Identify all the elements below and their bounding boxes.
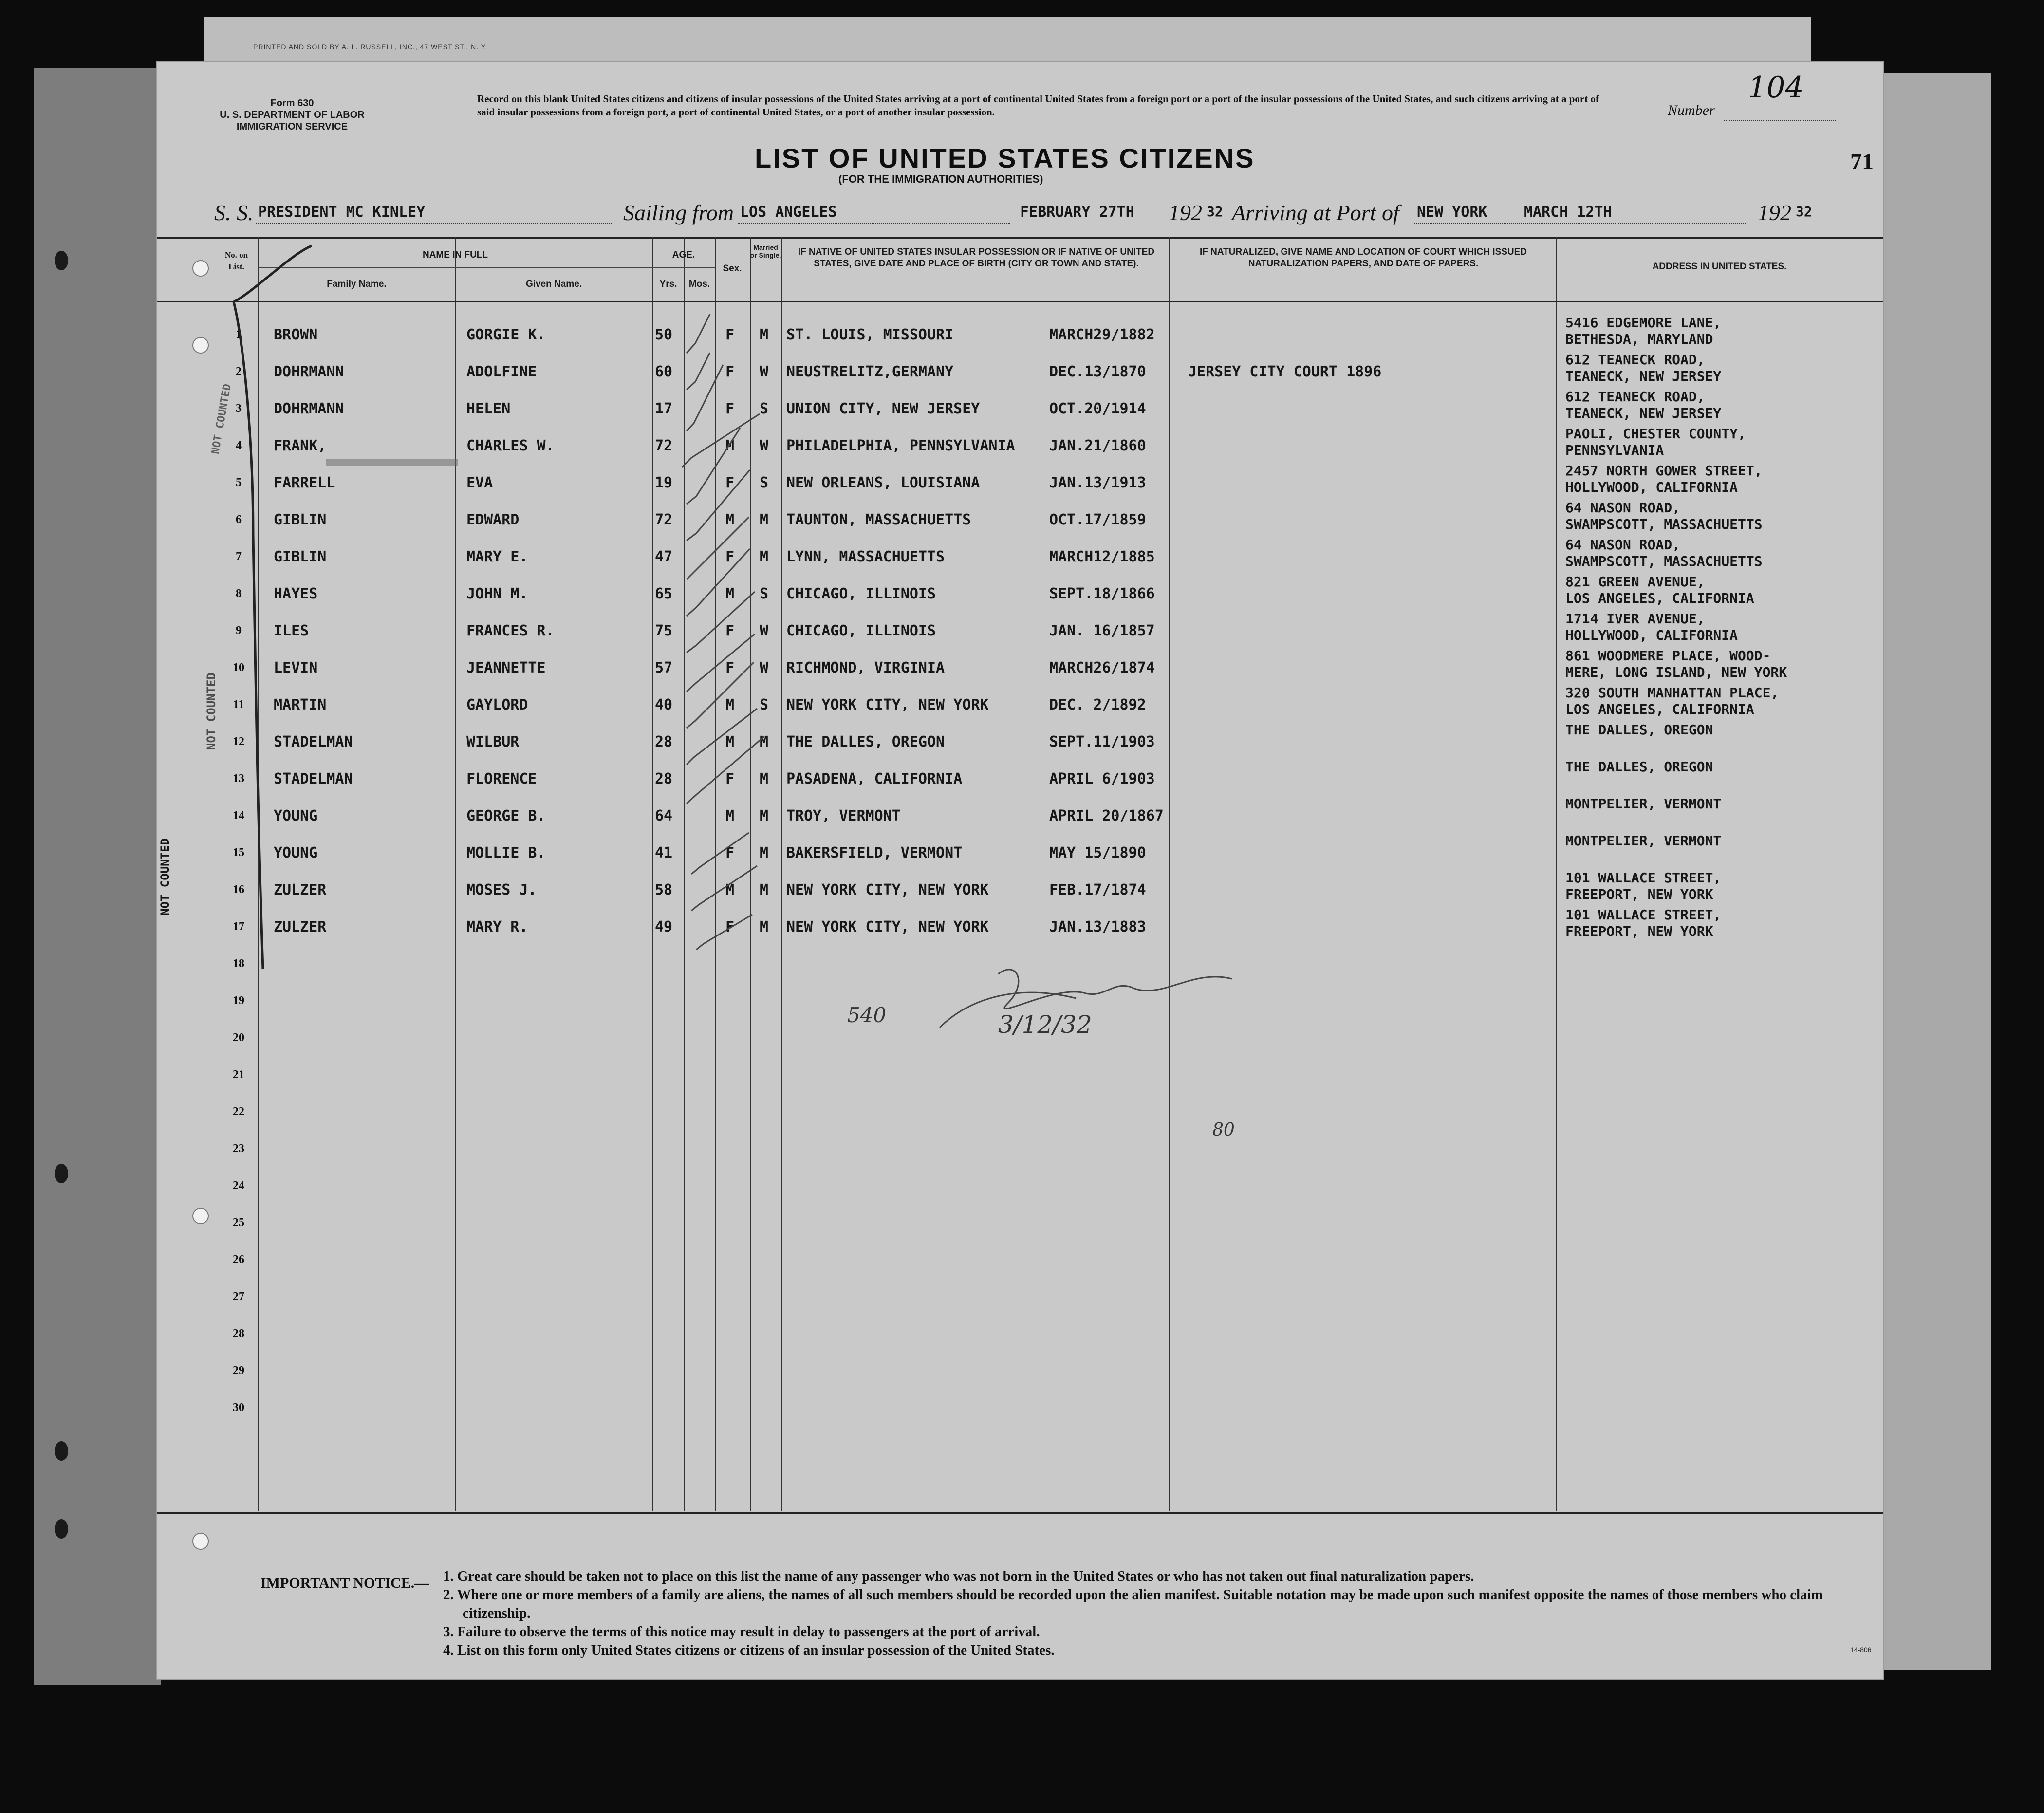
birth-place: NEUSTRELITZ,GERMANY bbox=[786, 363, 954, 380]
row-number: 25 bbox=[233, 1216, 244, 1229]
birth-date: MAY 15/1890 bbox=[1049, 844, 1146, 861]
address-line-2: TEANECK, NEW JERSEY bbox=[1565, 405, 1722, 421]
notice-item: 4. List on this form only United States citizens or citizens of an insular possession of the United States. bbox=[443, 1643, 1055, 1658]
birth-date: OCT.17/1859 bbox=[1049, 511, 1146, 528]
col-header-family: Family Name. bbox=[327, 279, 387, 289]
birth-place: NEW YORK CITY, NEW YORK bbox=[786, 696, 989, 713]
given-name: HELEN bbox=[466, 400, 511, 417]
sex: M bbox=[725, 696, 735, 713]
sex: M bbox=[725, 511, 735, 528]
birth-place: BAKERSFIELD, VERMONT bbox=[786, 844, 963, 861]
family-name: HAYES bbox=[274, 585, 318, 602]
age-years: 75 bbox=[655, 622, 673, 639]
age-years: 19 bbox=[655, 474, 673, 491]
given-name: GAYLORD bbox=[466, 696, 528, 713]
age-years: 28 bbox=[655, 770, 673, 787]
given-name: MOLLIE B. bbox=[466, 844, 546, 861]
age-years: 57 bbox=[655, 659, 673, 676]
given-name: ADOLFINE bbox=[466, 363, 537, 380]
age-years: 64 bbox=[655, 807, 673, 824]
family-name: ILES bbox=[274, 622, 309, 639]
marital-status: S bbox=[760, 400, 769, 417]
marital-status: S bbox=[760, 474, 769, 491]
given-name: JOHN M. bbox=[466, 585, 528, 602]
birth-date: MARCH29/1882 bbox=[1049, 326, 1155, 343]
birth-date: OCT.20/1914 bbox=[1049, 400, 1146, 417]
marital-status: M bbox=[760, 733, 769, 750]
family-name: YOUNG bbox=[274, 807, 318, 824]
age-years: 58 bbox=[655, 881, 673, 898]
birth-place: CHICAGO, ILLINOIS bbox=[786, 622, 936, 639]
pencil-mark-80: 80 bbox=[1212, 1120, 1235, 1140]
given-name: EVA bbox=[466, 474, 493, 491]
address-line-2: FREEPORT, NEW YORK bbox=[1565, 886, 1713, 902]
birth-date: JAN.13/1883 bbox=[1049, 918, 1146, 935]
family-name: LEVIN bbox=[274, 659, 318, 676]
address-line-1: 101 WALLACE STREET, bbox=[1565, 870, 1722, 886]
birth-date: MARCH12/1885 bbox=[1049, 548, 1155, 565]
col-header-mos: Mos. bbox=[688, 279, 710, 289]
marital-status: M bbox=[760, 881, 769, 898]
record-instructions: Record on this blank United States citizens and citizens of insular possessions of the United States arriving at a port of continental United States from a foreign port or a port of the insular possessions of the United States, and such citizens arriving at a port of said insular possessions from a foreign port, a port of continental United States, or a port of another insular possession. bbox=[477, 93, 1599, 118]
family-name: GIBLIN bbox=[274, 511, 327, 528]
sex: M bbox=[725, 733, 735, 750]
col-header-no: No. on List. bbox=[224, 250, 248, 271]
departure-port: LOS ANGELES bbox=[740, 204, 837, 221]
arrival-year: 32 bbox=[1796, 204, 1812, 220]
birth-place: PHILADELPHIA, PENNSYLVANIA bbox=[786, 437, 1015, 454]
sex: M bbox=[725, 807, 735, 824]
birth-date: APRIL 6/1903 bbox=[1049, 770, 1155, 787]
row-number: 5 bbox=[236, 476, 242, 489]
birth-date: JAN.13/1913 bbox=[1049, 474, 1146, 491]
address-line-2: FREEPORT, NEW YORK bbox=[1565, 923, 1713, 939]
notice-items bbox=[443, 1567, 1884, 1660]
family-name: DOHRMANN bbox=[274, 363, 344, 380]
given-name: GORGIE K. bbox=[466, 326, 546, 343]
family-name: YOUNG bbox=[274, 844, 318, 861]
given-name: EDWARD bbox=[466, 511, 520, 528]
address-line-2: PENNSYLVANIA bbox=[1565, 442, 1664, 458]
page-title: LIST OF UNITED STATES CITIZENS bbox=[755, 143, 1255, 173]
birth-date: JAN.21/1860 bbox=[1049, 437, 1146, 454]
sex: M bbox=[725, 437, 735, 454]
row-number: 16 bbox=[233, 883, 244, 896]
birth-place: THE DALLES, OREGON bbox=[786, 733, 945, 750]
family-name: FARRELL bbox=[274, 474, 335, 491]
birth-date: APRIL 20/1867 bbox=[1049, 807, 1164, 824]
marital-status: S bbox=[760, 696, 769, 713]
given-name: MARY R. bbox=[466, 918, 528, 935]
address-line-1: 101 WALLACE STREET, bbox=[1565, 907, 1722, 923]
department-name: U. S. DEPARTMENT OF LABOR bbox=[220, 110, 365, 120]
row-number: 11 bbox=[233, 698, 244, 711]
row-number: 27 bbox=[233, 1290, 244, 1303]
address-line-2: TEANECK, NEW JERSEY bbox=[1565, 368, 1722, 384]
given-name: FRANCES R. bbox=[466, 622, 555, 639]
marital-status: W bbox=[760, 437, 769, 454]
address-line-2: BETHESDA, MARYLAND bbox=[1565, 331, 1713, 347]
sex: F bbox=[725, 659, 735, 676]
age-years: 41 bbox=[655, 844, 673, 861]
naturalization-court: JERSEY CITY COURT 1896 bbox=[1188, 363, 1382, 380]
address-line-1: 612 TEANECK ROAD, bbox=[1565, 352, 1705, 368]
address-line-1: PAOLI, CHESTER COUNTY, bbox=[1565, 426, 1746, 442]
col-header-address: ADDRESS IN UNITED STATES. bbox=[1652, 262, 1787, 272]
row-number: 2 bbox=[236, 365, 242, 378]
sex: F bbox=[725, 622, 735, 639]
notice-item: 2. Where one or more members of a family are aliens, the names of all such members should be recorded upon the alien manifest. Suitable notation may be made upon such manifest opposite the names of those members who claim citizenship. bbox=[443, 1587, 1823, 1621]
family-name: STADELMAN bbox=[274, 770, 353, 787]
page-subtitle: (FOR THE IMMIGRATION AUTHORITIES) bbox=[838, 173, 1043, 185]
col-header-sex: Sex. bbox=[723, 263, 742, 274]
row-number: 1 bbox=[236, 328, 242, 341]
address-line-1: 2457 NORTH GOWER STREET, bbox=[1565, 463, 1763, 479]
row-number: 23 bbox=[233, 1142, 244, 1155]
birth-place: UNION CITY, NEW JERSEY bbox=[786, 400, 980, 417]
ship-name: PRESIDENT MC KINLEY bbox=[258, 204, 426, 221]
birth-place: TROY, VERMONT bbox=[786, 807, 901, 824]
number-label: Number bbox=[1668, 102, 1715, 118]
check-marks bbox=[682, 314, 764, 950]
address-line-2: HOLLYWOOD, CALIFORNIA bbox=[1565, 627, 1738, 643]
address-line-1: 1714 IVER AVENUE, bbox=[1565, 611, 1705, 627]
arrival-date: MARCH 12TH bbox=[1524, 204, 1612, 221]
sailing-date: FEBRUARY 27TH bbox=[1020, 204, 1134, 221]
birth-place: ST. LOUIS, MISSOURI bbox=[786, 326, 954, 343]
row-number: 22 bbox=[233, 1105, 244, 1118]
not-counted-stamp: NOT COUNTED bbox=[158, 838, 172, 916]
family-name: GIBLIN bbox=[274, 548, 327, 565]
row-number: 4 bbox=[236, 439, 242, 452]
sex: F bbox=[725, 548, 735, 565]
row-number: 8 bbox=[236, 587, 242, 600]
ss-label: S. S. bbox=[214, 200, 254, 225]
address-line-2: MERE, LONG ISLAND, NEW YORK bbox=[1565, 664, 1787, 680]
age-years: 17 bbox=[655, 400, 673, 417]
age-years: 65 bbox=[655, 585, 673, 602]
family-name: BROWN bbox=[274, 326, 318, 343]
col-header-birth: IF NATIVE OF UNITED STATES INSULAR POSSESSION OR IF NATIVE OF UNITED STATES, GIVE DATE AND PLACE OF BIRTH (CITY OR TOWN AND STATE). bbox=[798, 247, 1155, 269]
notice-item: 1. Great care should be taken not to place on this list the name of any passenger who was not born in the United States or who has not taken out final naturalization papers. bbox=[443, 1569, 1474, 1584]
given-name: GEORGE B. bbox=[466, 807, 546, 824]
sex: F bbox=[725, 474, 735, 491]
sex: F bbox=[725, 363, 735, 380]
service-name: IMMIGRATION SERVICE bbox=[236, 121, 348, 132]
address-line-1: THE DALLES, OREGON bbox=[1565, 722, 1713, 738]
row-number: 6 bbox=[236, 513, 242, 526]
row-number: 3 bbox=[236, 402, 242, 415]
signature-date: 3/12/32 bbox=[998, 1010, 1092, 1039]
given-name: WILBUR bbox=[466, 733, 520, 750]
age-years: 47 bbox=[655, 548, 673, 565]
given-name: JEANNETTE bbox=[466, 659, 546, 676]
sex: M bbox=[725, 585, 735, 602]
col-header-given: Given Name. bbox=[525, 279, 582, 289]
address-line-1: 64 NASON ROAD, bbox=[1565, 537, 1681, 553]
marital-status: M bbox=[760, 548, 769, 565]
birth-date: DEC. 2/1892 bbox=[1049, 696, 1146, 713]
marital-status: M bbox=[760, 918, 769, 935]
address-line-1: 821 GREEN AVENUE, bbox=[1565, 574, 1705, 590]
row-number: 18 bbox=[233, 957, 244, 970]
age-years: 72 bbox=[655, 511, 673, 528]
not-counted-stamp-3: NOT COUNTED bbox=[209, 383, 234, 455]
row-number: 15 bbox=[233, 846, 244, 859]
sex: F bbox=[725, 770, 735, 787]
birth-date: DEC.13/1870 bbox=[1049, 363, 1146, 380]
sailing-label: Sailing from bbox=[623, 200, 734, 225]
sex: F bbox=[725, 844, 735, 861]
family-name: DOHRMANN bbox=[274, 400, 344, 417]
marital-status: M bbox=[760, 770, 769, 787]
birth-place: CHICAGO, ILLINOIS bbox=[786, 585, 936, 602]
marital-status: S bbox=[760, 585, 769, 602]
birth-place: RICHMOND, VIRGINIA bbox=[786, 659, 945, 676]
address-line-1: MONTPELIER, VERMONT bbox=[1565, 796, 1722, 812]
arrival-port: NEW YORK bbox=[1417, 204, 1487, 221]
age-years: 28 bbox=[655, 733, 673, 750]
address-line-2: SWAMPSCOTT, MASSACHUETTS bbox=[1565, 553, 1763, 569]
marital-status: W bbox=[760, 622, 769, 639]
row-number: 24 bbox=[233, 1179, 244, 1192]
row-number: 30 bbox=[233, 1402, 244, 1414]
address-line-1: THE DALLES, OREGON bbox=[1565, 759, 1713, 775]
bracket-mark bbox=[234, 246, 312, 969]
row-number: 26 bbox=[233, 1253, 244, 1266]
row-number: 21 bbox=[233, 1068, 244, 1081]
col-header-naturalized: IF NATURALIZED, GIVE NAME AND LOCATION OF COURT WHICH ISSUED NATURALIZATION PAPERS, AND DATE OF PAPERS. bbox=[1199, 247, 1527, 269]
row-number: 17 bbox=[233, 920, 244, 933]
row-number: 9 bbox=[236, 624, 242, 637]
age-years: 50 bbox=[655, 326, 673, 343]
number-value: 104 bbox=[1748, 71, 1804, 105]
birth-place: PASADENA, CALIFORNIA bbox=[786, 770, 963, 787]
not-counted-stamp-2: NOT COUNTED bbox=[204, 673, 218, 750]
age-years: 72 bbox=[655, 437, 673, 454]
family-name: STADELMAN bbox=[274, 733, 353, 750]
marital-status: M bbox=[760, 511, 769, 528]
row-number: 10 bbox=[233, 661, 244, 674]
row-number: 29 bbox=[233, 1364, 244, 1377]
family-name: FRANK, bbox=[274, 437, 327, 454]
birth-place: LYNN, MASSACHUETTS bbox=[786, 548, 945, 565]
stamp-code: 540 bbox=[847, 1003, 887, 1027]
page-number: 71 bbox=[1850, 149, 1874, 175]
sex: M bbox=[725, 881, 735, 898]
form-number: Form 630 bbox=[270, 98, 314, 109]
row-number: 20 bbox=[233, 1031, 244, 1044]
sex: F bbox=[725, 400, 735, 417]
age-years: 60 bbox=[655, 363, 673, 380]
address-line-2: SWAMPSCOTT, MASSACHUETTS bbox=[1565, 516, 1763, 532]
marital-status: M bbox=[760, 807, 769, 824]
birth-place: TAUNTON, MASSACHUETTS bbox=[786, 511, 971, 528]
birth-place: NEW ORLEANS, LOUISIANA bbox=[786, 474, 980, 491]
age-years: 40 bbox=[655, 696, 673, 713]
address-line-1: 64 NASON ROAD, bbox=[1565, 500, 1681, 516]
address-line-2: LOS ANGELES, CALIFORNIA bbox=[1565, 590, 1754, 606]
address-line-1: 320 SOUTH MANHATTAN PLACE, bbox=[1565, 685, 1779, 701]
col-header-yrs: Yrs. bbox=[659, 279, 677, 289]
birth-place: NEW YORK CITY, NEW YORK bbox=[786, 881, 989, 898]
address-line-1: 612 TEANECK ROAD, bbox=[1565, 389, 1705, 405]
row-number: 19 bbox=[233, 994, 244, 1007]
row-number: 28 bbox=[233, 1327, 244, 1340]
year-prefix-2: 192 bbox=[1758, 200, 1791, 225]
birth-date: FEB.17/1874 bbox=[1049, 881, 1146, 898]
notice-label: IMPORTANT NOTICE.— bbox=[260, 1575, 429, 1591]
marital-status: W bbox=[760, 659, 769, 676]
age-years: 49 bbox=[655, 918, 673, 935]
printer-strip: PRINTED AND SOLD BY A. L. RUSSELL, INC., 47 WEST ST., N. Y. bbox=[253, 43, 488, 51]
sex: F bbox=[725, 918, 735, 935]
col-header-name: NAME IN FULL bbox=[422, 250, 488, 260]
address-line-1: 861 WOODMERE PLACE, WOOD- bbox=[1565, 648, 1771, 664]
notice-item: 3. Failure to observe the terms of this notice may result in delay to passengers at the port of arrival. bbox=[443, 1624, 1040, 1640]
birth-date: SEPT.18/1866 bbox=[1049, 585, 1155, 602]
row-number: 7 bbox=[236, 550, 242, 563]
address-line-1: 5416 EDGEMORE LANE, bbox=[1565, 315, 1722, 331]
given-name: MOSES J. bbox=[466, 881, 537, 898]
form-code: 14-806 bbox=[1850, 1646, 1872, 1654]
year-prefix-1: 192 bbox=[1169, 200, 1202, 225]
birth-date: MARCH26/1874 bbox=[1049, 659, 1155, 676]
marital-status: W bbox=[760, 363, 769, 380]
address-line-1: MONTPELIER, VERMONT bbox=[1565, 833, 1722, 849]
family-name: ZULZER bbox=[274, 918, 327, 935]
given-name: MARY E. bbox=[466, 548, 528, 565]
row-number: 14 bbox=[233, 809, 244, 822]
row-number: 13 bbox=[233, 772, 244, 785]
col-header-married: Married or Single. bbox=[750, 243, 781, 259]
given-name: FLORENCE bbox=[466, 770, 537, 787]
sex: F bbox=[725, 326, 735, 343]
arriving-label: Arriving at Port of bbox=[1232, 200, 1399, 225]
family-name: ZULZER bbox=[274, 881, 327, 898]
given-name: CHARLES W. bbox=[466, 437, 555, 454]
birth-date: JAN. 16/1857 bbox=[1049, 622, 1155, 639]
col-header-age: AGE. bbox=[672, 250, 695, 260]
birth-place: NEW YORK CITY, NEW YORK bbox=[786, 918, 989, 935]
family-name: MARTIN bbox=[274, 696, 327, 713]
marital-status: M bbox=[760, 844, 769, 861]
birth-date: SEPT.11/1903 bbox=[1049, 733, 1155, 750]
address-line-2: HOLLYWOOD, CALIFORNIA bbox=[1565, 479, 1738, 495]
sailing-year: 32 bbox=[1207, 204, 1223, 220]
marital-status: M bbox=[760, 326, 769, 343]
address-line-2: LOS ANGELES, CALIFORNIA bbox=[1565, 701, 1754, 717]
row-number: 12 bbox=[233, 735, 244, 748]
